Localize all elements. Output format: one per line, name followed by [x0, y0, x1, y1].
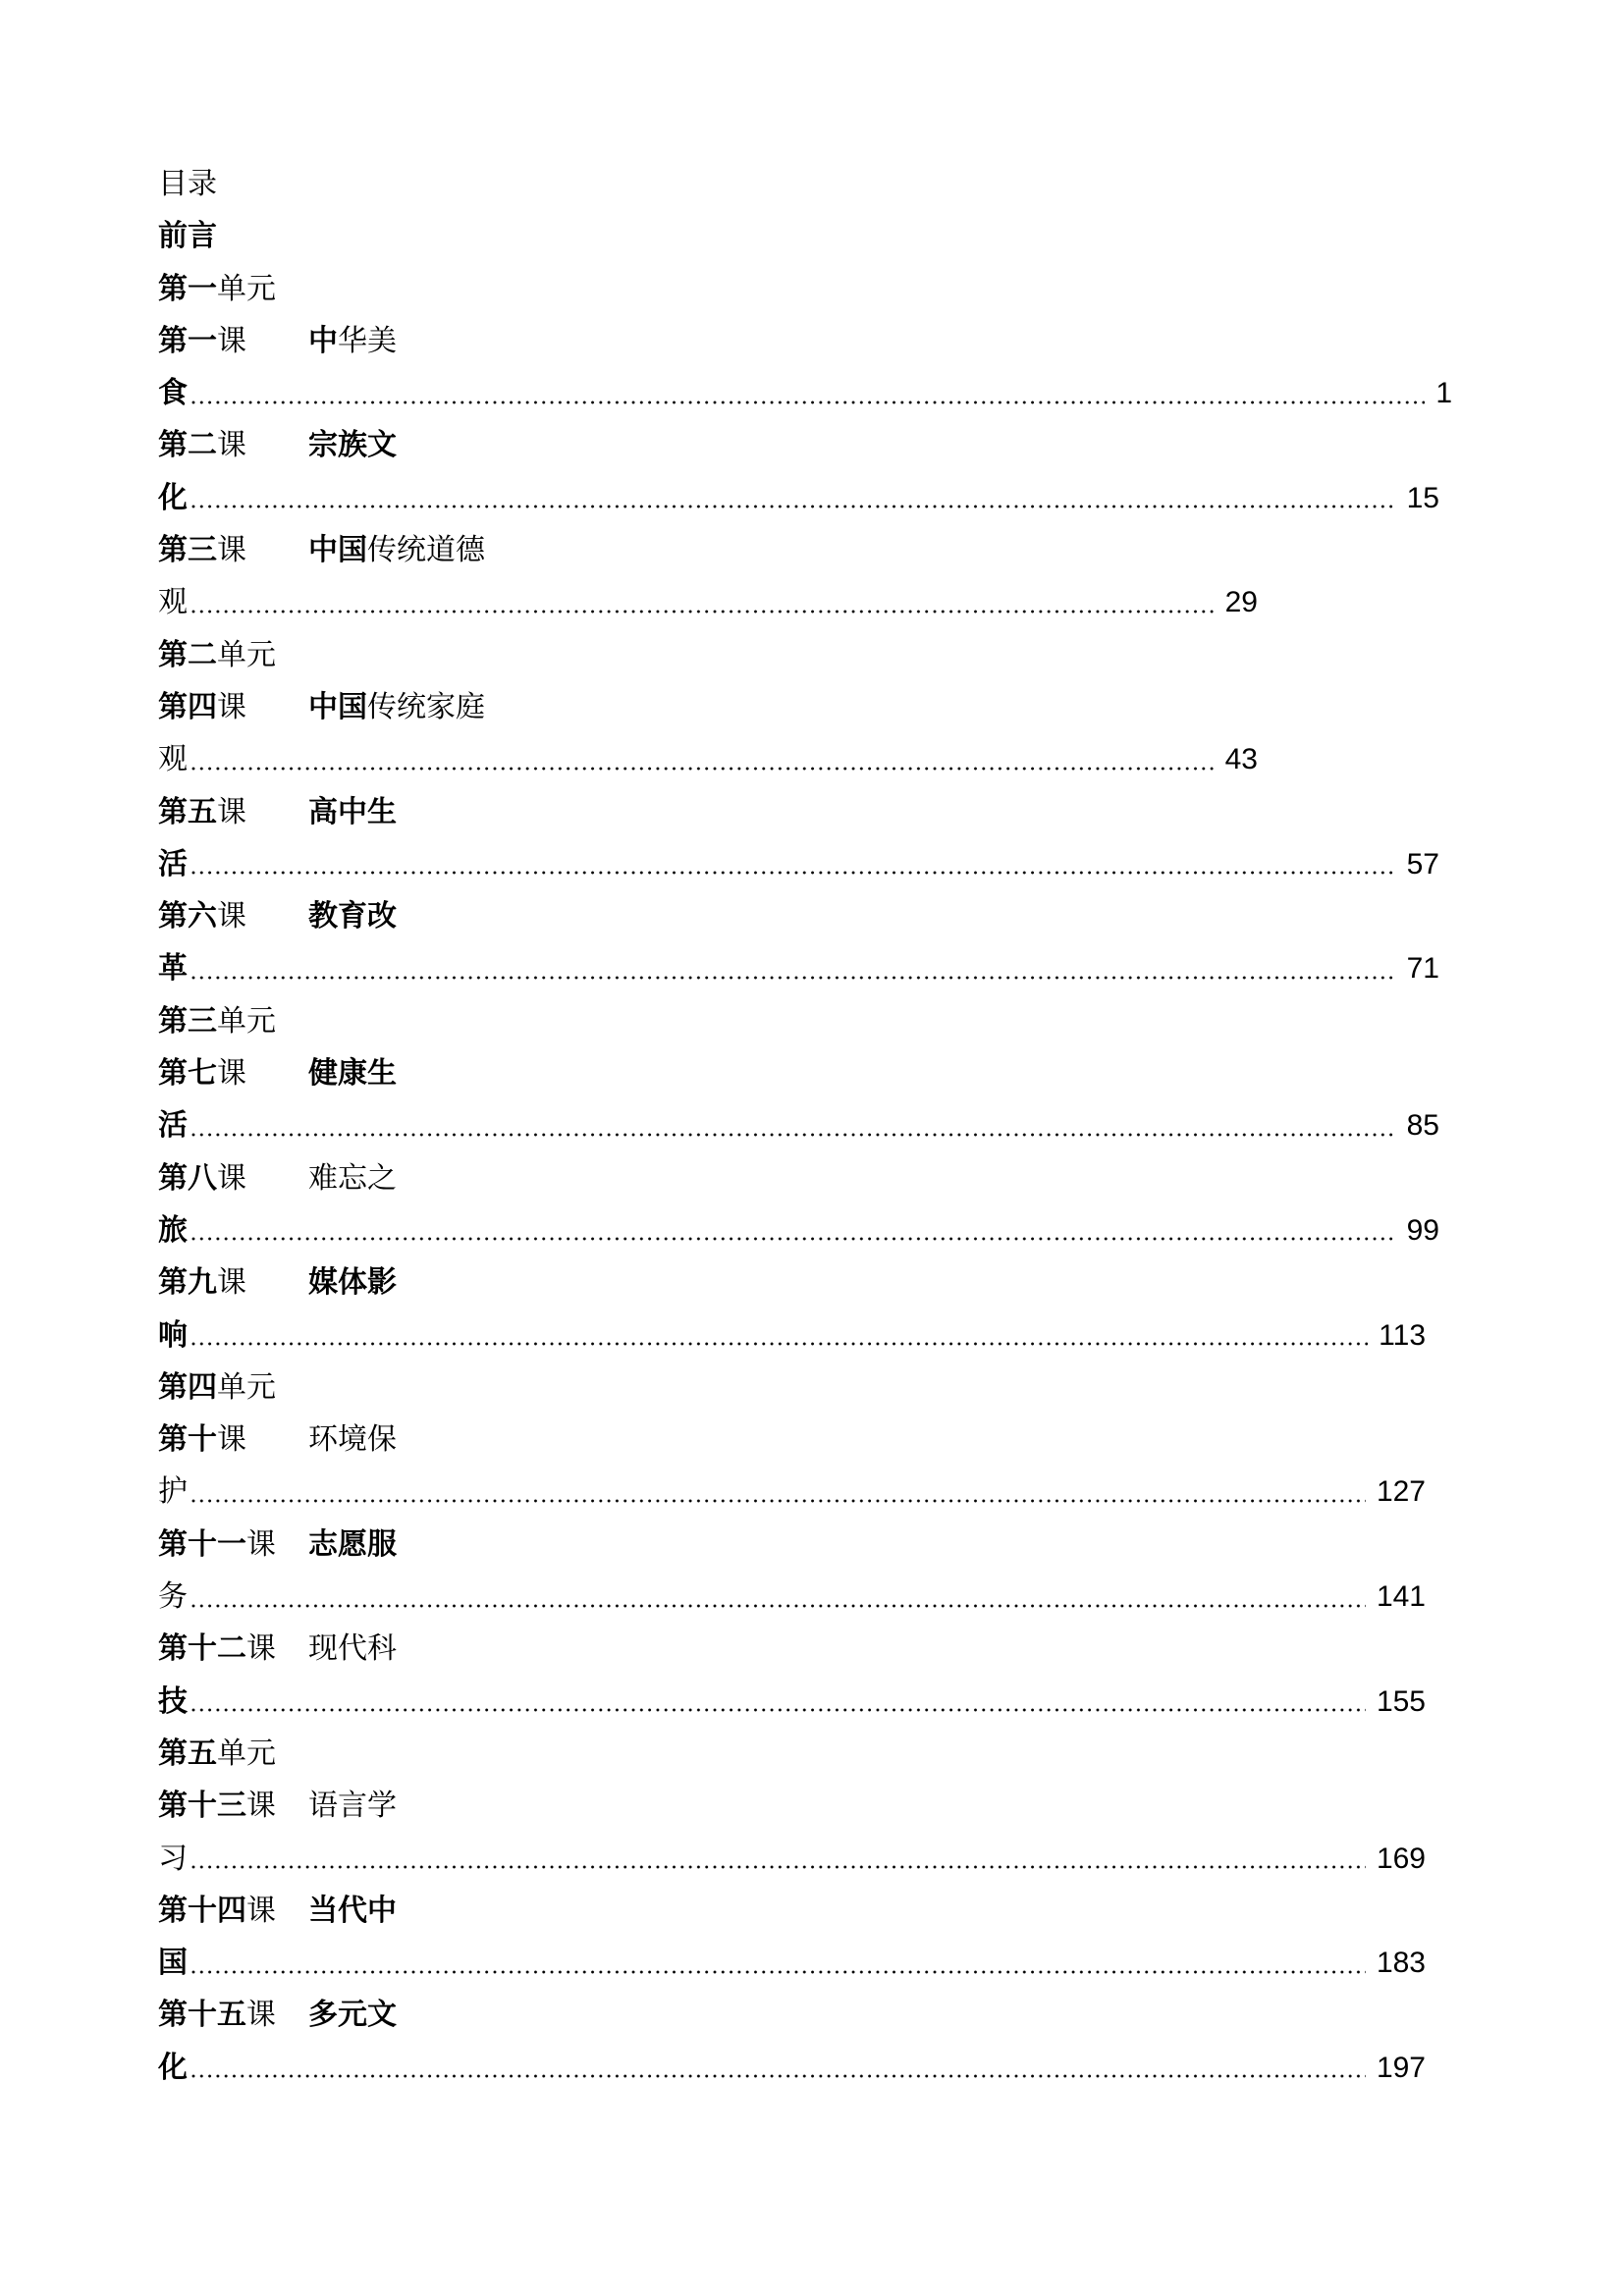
- toc-entry-line: [158, 733, 1258, 785]
- lesson-title: [308, 1989, 397, 2041]
- dot-leader: [189, 1571, 1366, 1623]
- lesson-title-part: 中国: [308, 534, 367, 567]
- lesson-title-end: 化: [158, 481, 188, 514]
- lesson-number: [158, 524, 308, 576]
- lesson-ordinal: 第十一: [158, 1527, 246, 1561]
- dot-leader: [189, 1099, 1396, 1151]
- lesson-word: 课: [217, 900, 246, 934]
- lesson-title-part: 现代科: [308, 1632, 397, 1666]
- lesson-title-part: 多元文: [308, 1999, 397, 2032]
- lesson-heading: [158, 1519, 1452, 1571]
- lesson-title: [308, 1885, 397, 1937]
- lesson-title: [308, 890, 397, 942]
- unit-word: 单元: [217, 1004, 276, 1038]
- dot-leader: [189, 1833, 1366, 1885]
- lesson-word: 课: [217, 429, 246, 462]
- toc-entry-line: [158, 367, 1452, 419]
- toc-entry-line: [158, 2042, 1426, 2094]
- lesson-word: 课: [217, 1057, 246, 1091]
- lesson-word: 课: [217, 690, 246, 723]
- lesson-ordinal: 第六: [158, 900, 217, 934]
- lesson-title: [308, 315, 397, 367]
- lesson-ordinal: 第三: [158, 534, 217, 567]
- lesson-ordinal: 第五: [158, 795, 217, 828]
- lesson-heading: [158, 524, 1452, 576]
- lesson-title-end: 食: [158, 377, 188, 410]
- dot-leader: [189, 472, 1396, 524]
- lesson-number: [158, 786, 308, 838]
- lesson-title-end: 技: [158, 1684, 188, 1718]
- lesson-title-part: 中: [308, 324, 338, 357]
- unit-heading: [158, 1728, 1452, 1780]
- toc-entry-line: [158, 942, 1439, 994]
- lesson-title: [308, 1256, 397, 1308]
- toc-entry-line: [158, 1099, 1439, 1151]
- lesson-word: 课: [217, 534, 246, 567]
- lesson-number: [158, 1623, 308, 1675]
- lesson-title-end: 革: [158, 952, 188, 986]
- lesson-title: [308, 1047, 397, 1099]
- page-number: 183: [1376, 1947, 1426, 1980]
- toc-entry-line: [158, 1937, 1426, 1989]
- unit-ordinal: 第四: [158, 1370, 217, 1404]
- lesson-number: [158, 1047, 308, 1099]
- lesson-heading: [158, 890, 1452, 942]
- lesson-heading: [158, 1047, 1452, 1099]
- lesson-title-part: 教育改: [308, 900, 397, 934]
- dot-leader: [189, 576, 1215, 628]
- page-number: 141: [1376, 1580, 1426, 1614]
- lesson-title: [308, 1623, 397, 1675]
- lesson-heading: [158, 315, 1452, 367]
- lesson-title: [308, 419, 397, 471]
- lesson-title: [308, 1414, 397, 1466]
- lesson-word: 课: [246, 1894, 276, 1927]
- lesson-heading: [158, 1780, 1452, 1832]
- page-number: 71: [1406, 952, 1439, 986]
- lesson-title: [308, 786, 397, 838]
- dot-leader: [189, 2042, 1366, 2094]
- lesson-title-end: 旅: [158, 1213, 188, 1247]
- lesson-title-end: 活: [158, 847, 188, 881]
- unit-word: 单元: [217, 272, 276, 305]
- page-number: 29: [1224, 586, 1258, 619]
- unit-heading: [158, 995, 1452, 1047]
- page-number: 43: [1224, 743, 1258, 776]
- toc-preface-entry: [158, 210, 1452, 262]
- lesson-title-end: 观: [158, 743, 188, 776]
- lesson-word: 课: [217, 1266, 246, 1300]
- lesson-ordinal: 第二: [158, 429, 217, 462]
- lesson-word: 课: [246, 1527, 276, 1561]
- lesson-heading: [158, 786, 1452, 838]
- page-number: 155: [1376, 1684, 1426, 1718]
- lesson-heading: [158, 1414, 1452, 1466]
- page-number: 85: [1406, 1109, 1439, 1143]
- lesson-number: [158, 681, 308, 733]
- toc-entry-line: [158, 1466, 1426, 1518]
- lesson-number: [158, 890, 308, 942]
- lesson-ordinal: 第十三: [158, 1789, 246, 1823]
- dot-leader: [189, 1937, 1366, 1989]
- lesson-title-part: 中国: [308, 690, 367, 723]
- unit-word: 单元: [217, 1370, 276, 1404]
- lesson-heading: [158, 681, 1452, 733]
- lesson-word: 课: [217, 324, 246, 357]
- lesson-ordinal: 第一: [158, 324, 217, 357]
- toc-entry-line: [158, 1571, 1426, 1623]
- toc-entry-line: [158, 1833, 1426, 1885]
- lesson-title-part: 志愿服: [308, 1527, 397, 1561]
- unit-ordinal: 第二: [158, 638, 217, 671]
- lesson-title-part: 当代中: [308, 1894, 397, 1927]
- lesson-title-part: 传统道德: [367, 534, 485, 567]
- page-number: 169: [1376, 1842, 1426, 1875]
- lesson-title: [308, 524, 485, 576]
- page-number: 197: [1376, 2051, 1426, 2084]
- dot-leader: [189, 838, 1396, 890]
- lesson-number: [158, 315, 308, 367]
- lesson-number: [158, 1780, 308, 1832]
- lesson-title-part: 难忘之: [308, 1161, 397, 1195]
- lesson-ordinal: 第七: [158, 1057, 217, 1091]
- dot-leader: [189, 1676, 1366, 1728]
- lesson-title: [308, 1152, 397, 1204]
- lesson-title-part: 华美: [338, 324, 397, 357]
- unit-heading: [158, 263, 1452, 315]
- lesson-number: [158, 1519, 308, 1571]
- lesson-heading: [158, 1885, 1452, 1937]
- lesson-title-part: 健康生: [308, 1057, 397, 1091]
- unit-ordinal: 第五: [158, 1736, 217, 1770]
- toc-entry-line: [158, 1676, 1426, 1728]
- lesson-word: 课: [246, 1999, 276, 2032]
- dot-leader: [189, 367, 1425, 419]
- toc-entry-line: [158, 472, 1439, 524]
- lesson-title-part: 媒体影: [308, 1266, 397, 1300]
- lesson-word: 课: [217, 1423, 246, 1457]
- toc-entry-line: [158, 1204, 1439, 1256]
- dot-leader: [189, 1466, 1366, 1518]
- unit-heading: [158, 1362, 1452, 1414]
- lesson-number: [158, 1989, 308, 2041]
- lesson-heading: [158, 1152, 1452, 1204]
- page-number: 1: [1435, 377, 1452, 410]
- toc-heading-text: 目录: [158, 168, 217, 200]
- lesson-heading: [158, 1989, 1452, 2041]
- page-number: 127: [1376, 1475, 1426, 1509]
- lesson-number: [158, 419, 308, 471]
- lesson-word: 课: [246, 1632, 276, 1666]
- lesson-title-end: 护: [158, 1475, 188, 1509]
- dot-leader: [189, 733, 1215, 785]
- lesson-ordinal: 第四: [158, 690, 217, 723]
- lesson-ordinal: 第十五: [158, 1999, 246, 2032]
- lesson-title-end: 活: [158, 1109, 188, 1143]
- unit-ordinal: 第三: [158, 1004, 217, 1038]
- lesson-number: [158, 1414, 308, 1466]
- page-number: 15: [1406, 481, 1439, 514]
- lesson-title-part: 高中生: [308, 795, 397, 828]
- lesson-title-part: 环境保: [308, 1423, 397, 1457]
- toc-heading: [158, 158, 1452, 210]
- lesson-ordinal: 第十四: [158, 1894, 246, 1927]
- lesson-title-end: 化: [158, 2051, 188, 2084]
- lesson-word: 课: [217, 795, 246, 828]
- lesson-title-end: 务: [158, 1580, 188, 1614]
- lesson-heading: [158, 1623, 1452, 1675]
- lesson-ordinal: 第十: [158, 1423, 217, 1457]
- lesson-title-end: 响: [158, 1318, 188, 1352]
- lesson-title: [308, 1519, 397, 1571]
- page-number: 99: [1406, 1213, 1439, 1247]
- lesson-word: 课: [217, 1161, 246, 1195]
- lesson-heading: [158, 1256, 1452, 1308]
- lesson-number: [158, 1256, 308, 1308]
- unit-word: 单元: [217, 638, 276, 671]
- toc-entry-line: [158, 838, 1439, 890]
- toc-entry-line: [158, 576, 1258, 628]
- lesson-title-end: 观: [158, 586, 188, 619]
- lesson-title-part: 语言学: [308, 1789, 397, 1823]
- dot-leader: [189, 1204, 1396, 1256]
- toc-entry-line: [158, 1309, 1426, 1362]
- dot-leader: [189, 942, 1396, 994]
- lesson-title-part: 传统家庭: [367, 690, 485, 723]
- unit-heading: [158, 629, 1452, 681]
- lesson-ordinal: 第八: [158, 1161, 217, 1195]
- lesson-heading: [158, 419, 1452, 471]
- page-number: 57: [1406, 847, 1439, 881]
- lesson-word: 课: [246, 1789, 276, 1823]
- lesson-ordinal: 第十二: [158, 1632, 246, 1666]
- lesson-title: [308, 1780, 397, 1832]
- unit-word: 单元: [217, 1736, 276, 1770]
- table-of-contents: [158, 158, 1452, 2094]
- lesson-title-end: 习: [158, 1842, 188, 1875]
- lesson-number: [158, 1152, 308, 1204]
- unit-ordinal: 第一: [158, 272, 217, 305]
- dot-leader: [189, 1309, 1368, 1362]
- page-number: 113: [1379, 1318, 1426, 1352]
- lesson-title-part: 宗族文: [308, 429, 397, 462]
- lesson-title-end: 国: [158, 1947, 188, 1980]
- lesson-title: [308, 681, 485, 733]
- lesson-number: [158, 1885, 308, 1937]
- lesson-ordinal: 第九: [158, 1266, 217, 1300]
- preface-text: 前言: [158, 220, 217, 253]
